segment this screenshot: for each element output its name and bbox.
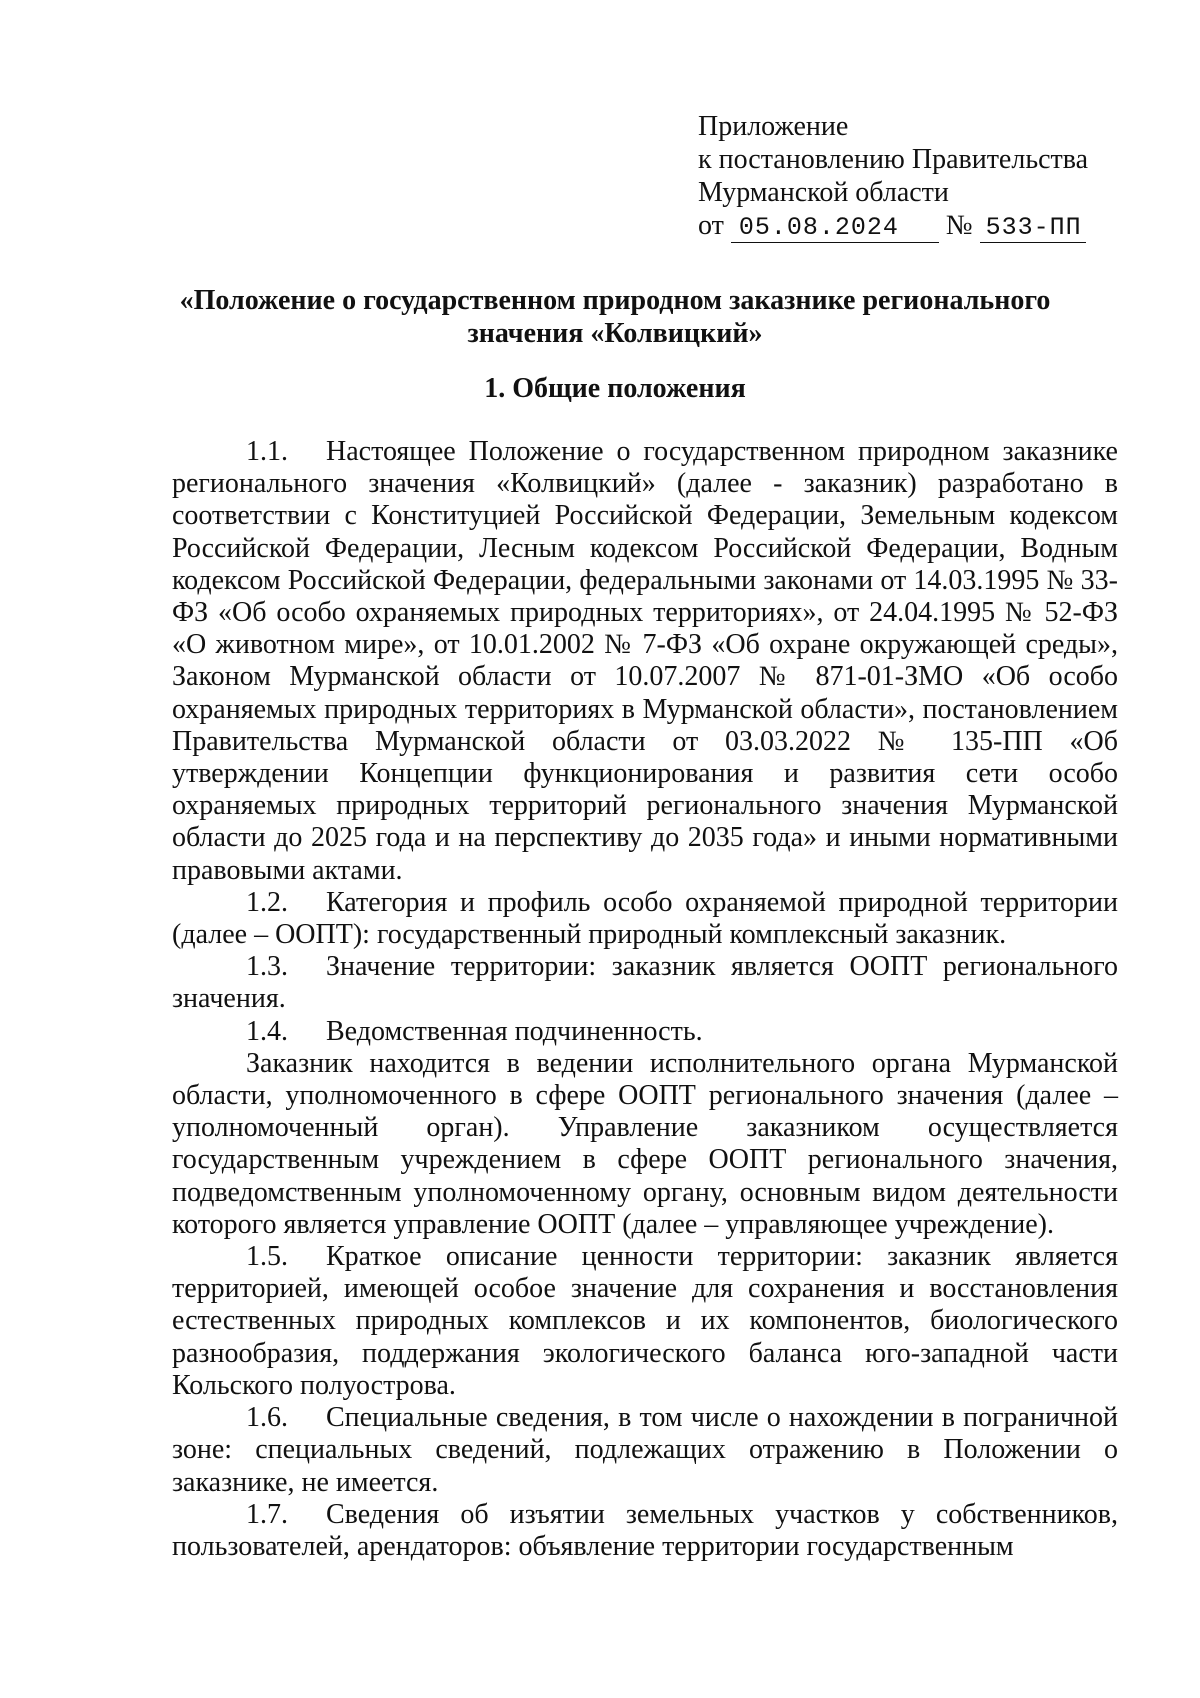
resolution-number: 533-ПП — [980, 214, 1086, 243]
appendix-header — [698, 110, 1118, 243]
paragraph-text: Краткое описание ценности территории: заказник является территорией, имеющей особое значение для сохранения и восстановления естественных природных комплексов и их компонентов, биологического разнообразия, поддержания экологического баланса юго-западной части Кольского полуострова. — [172, 1241, 1118, 1401]
appendix-date-number-line — [698, 209, 1118, 243]
paragraph-1-4-detail — [172, 1048, 1118, 1241]
paragraph-number: 1.1. — [246, 436, 288, 467]
date-prefix: от — [698, 210, 724, 241]
section-body — [172, 436, 1118, 1563]
appendix-resolution-ref: к постановлению Правительства — [698, 144, 1089, 175]
paragraph-text: Настоящее Положение о государственном природном заказнике регионального значения «Колвицкий» (далее - заказник) разработано в соответствии с Конституцией Российской Федерации, Земельным кодексом Российской Федерации, Лесным кодексом Российской Федерации, Водным кодексом Российской Федерации, федеральными законами от 14.03.1995 № 33-ФЗ «Об особо охраняемых природных территориях», от 24.04.1995 № 52-ФЗ «О животном мире», от 10.01.2002 № 7-ФЗ «Об охране окружающей среды», Законом Мурманской области от 10.07.2007 № 871-01-ЗМО «Об особо охраняемых природных территориях в Мурманской области», постановлением Правительства Мурманской области от 03.03.2022 № 135-ПП «Об утверждении Концепции функционирования и развития сети особо охраняемых природных территорий регионального значения Мурманской области до 2025 года и на перспективу до 2035 года» и иными нормативными правовыми актами. — [172, 436, 1118, 886]
paragraph-text: Ведомственная подчиненность. — [326, 1015, 703, 1047]
paragraph-text: Сведения об изъятии земельных участков у собственников, пользователей, арендаторов: объявление территории государственным — [172, 1498, 1118, 1562]
paragraph-1-2 — [172, 887, 1118, 951]
paragraph-number: 1.6. — [246, 1402, 288, 1434]
document-title: «Положение о государственном природном заказнике регионального значения «Колвицкий» — [179, 285, 1051, 349]
section-heading: 1. Общие положения — [484, 373, 746, 404]
paragraph-number: 1.7. — [246, 1498, 288, 1530]
paragraph-number: 1.5. — [246, 1241, 288, 1273]
appendix-label: Приложение — [698, 111, 849, 142]
paragraph-number: 1.4. — [246, 1015, 288, 1047]
paragraph-text: Значение территории: заказник является ООПТ регионального значения. — [172, 951, 1118, 1015]
paragraph-number: 1.3. — [246, 951, 288, 983]
appendix-region: Мурманской области — [698, 177, 949, 208]
paragraph-1-4 — [172, 1016, 1118, 1048]
paragraph-number: 1.2. — [246, 886, 288, 918]
paragraph-text: Специальные сведения, в том числе о нахождении в пограничной зоне: специальных сведений, подлежащих отражению в Положении о заказнике, не имеется. — [172, 1402, 1118, 1498]
paragraph-1-6 — [172, 1402, 1118, 1499]
resolution-date: 05.08.2024 — [731, 214, 939, 243]
paragraph-1-5 — [172, 1241, 1118, 1402]
paragraph-1-7 — [172, 1499, 1118, 1563]
paragraph-text: Категория и профиль особо охраняемой природной территории (далее – ООПТ): государственный природный комплексный заказник. — [172, 886, 1118, 951]
paragraph-1-1 — [172, 436, 1118, 887]
paragraph-text: Заказник находится в ведении исполнительного органа Мурманской области, уполномоченного в сфере ООПТ регионального значения (далее – уполномоченный орган). Управление заказником осуществляется государственным учреждением в сфере ООПТ регионального значения, подведомственным уполномоченному органу, основным видом деятельности которого является управление ООПТ (далее – управляющее учреждение). — [172, 1047, 1118, 1240]
paragraph-1-3 — [172, 951, 1118, 1015]
number-prefix: № — [945, 210, 973, 241]
